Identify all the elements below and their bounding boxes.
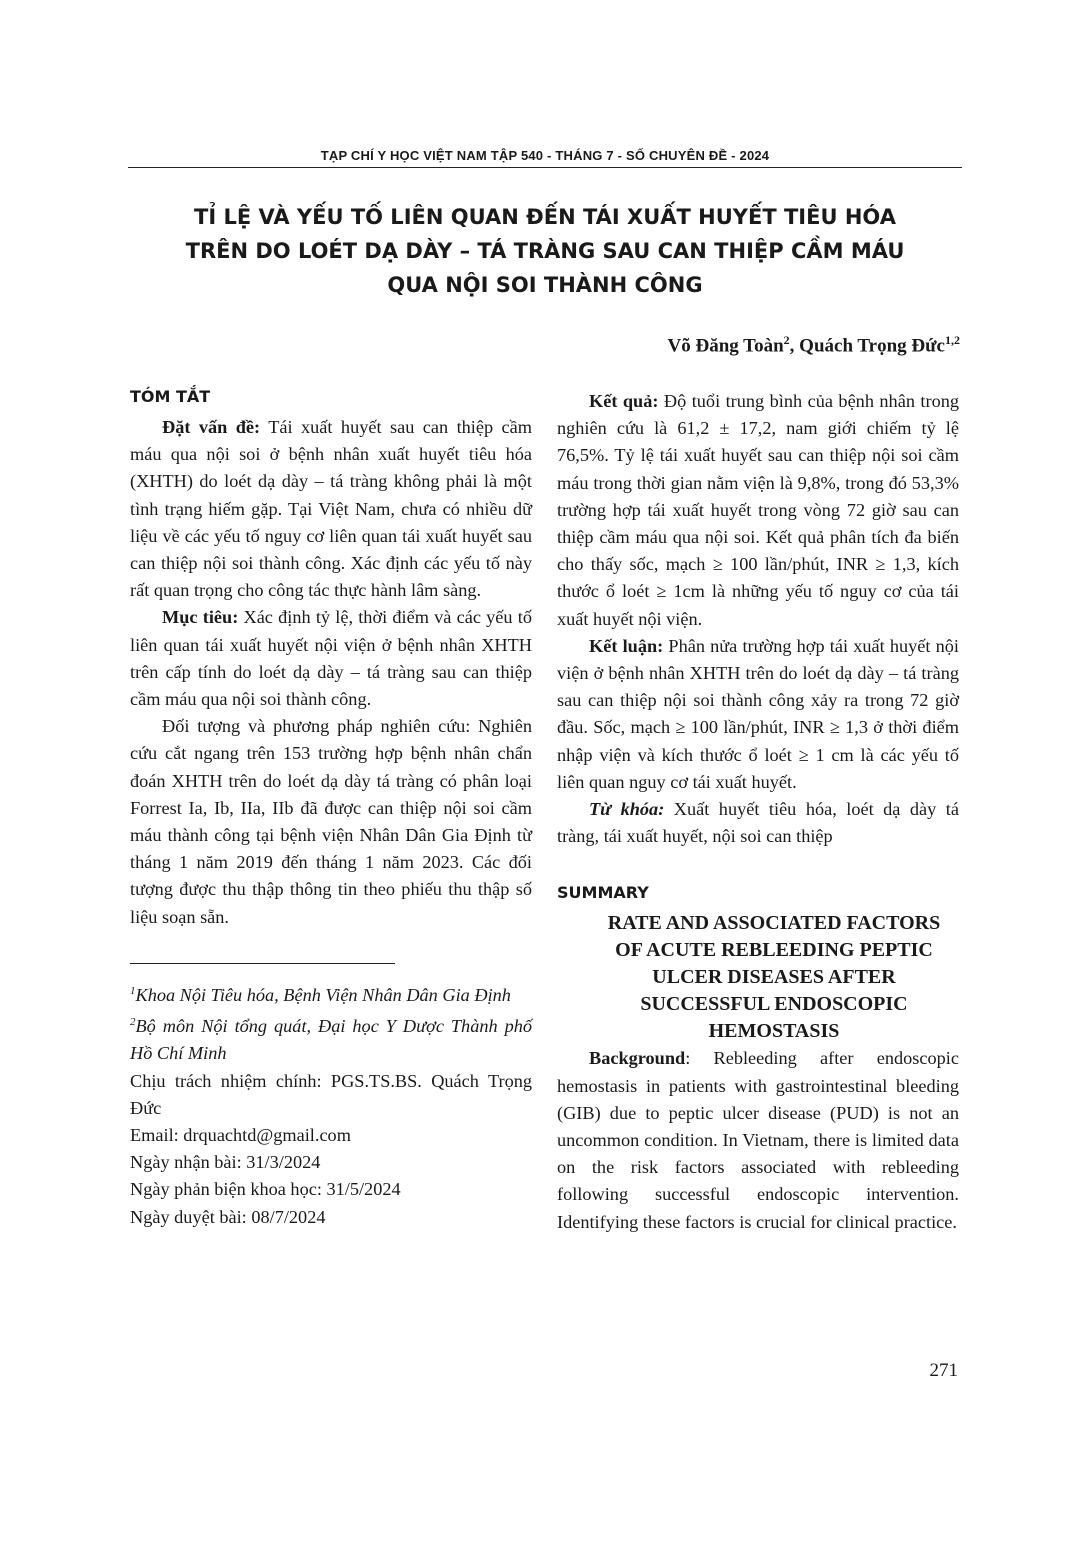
- results-text: Độ tuổi trung bình của bệnh nhân trong nghiên cứu là 61,2 ± 17,2, nam giới chiếm tỷ lệ 76,5%. Tỷ lệ tái xuất huyết sau can thiệp nội soi cầm máu trong thời gian nằm viện là 9,8%, trong đó 53,3% trường hợp tái xuất huyết trong vòng 72 giờ sau can thiệp cầm máu qua nội soi. Kết quả phân tích đa biến cho thấy sốc, mạch ≥ 100 lần/phút, INR ≥ 1,3, kích thước ổ loét ≥ 1cm là những yếu tố nguy cơ của tái xuất huyết nội viện.: [557, 391, 960, 629]
- article-title: [128, 200, 962, 302]
- journal-header: TẠP CHÍ Y HỌC VIỆT NAM TẬP 540 - THÁNG 7 - SỐ CHUYÊN ĐỀ - 2024: [320, 148, 770, 163]
- abstract-conclusion: [557, 633, 959, 796]
- conclusion-label: Kết luận:: [589, 635, 664, 656]
- objective-text: Xác định tỷ lệ, thời điểm và các yếu tố liên quan tái xuất huyết nội viện ở bệnh nhân XHTH trên cấp tính do loét dạ dày – tá tràng sau can thiệp cầm máu qua nội soi thành công.: [130, 607, 532, 710]
- summary-heading: SUMMARY: [557, 883, 649, 903]
- background-label: Đặt vấn đề:: [162, 417, 261, 437]
- results-label: Kết quả:: [589, 391, 659, 411]
- affiliation-2-text: Bộ môn Nội tổng quát, Đại học Y Dược Thành phố Hồ Chí Minh: [130, 1016, 532, 1064]
- background-text: Tái xuất huyết sau can thiệp cầm máu qua nội soi ở bệnh nhân xuất huyết tiêu hóa (XHTH) do loét dạ dày – tá tràng không phải là một tình trạng hiếm gặp. Tại Việt Nam, chưa có nhiều dữ liệu về các yếu tố nguy cơ liên quan tái xuất huyết sau can thiệp nội soi thành công. Xác định các yếu tố này rất quan trọng cho công tác thực hành lâm sàng.: [130, 417, 533, 601]
- english-title-line-1: RATE AND ASSOCIATED FACTORS: [607, 912, 941, 935]
- keywords-text: Xuất huyết tiêu hóa, loét dạ dày tá tràng, tái xuất huyết, nội soi can thiệp: [557, 799, 959, 847]
- author-1-affiliation: 2: [783, 333, 790, 347]
- author-line: [668, 333, 961, 357]
- title-line-2: TRÊN DO LOÉT DẠ DÀY – TÁ TRÀNG SAU CAN THIỆP CẦM MÁU: [185, 239, 905, 263]
- keywords-label: Từ khóa:: [589, 799, 665, 820]
- date-accepted: Ngày duyệt bài: 08/7/2024: [130, 1206, 326, 1227]
- left-column: [130, 386, 532, 1231]
- summary-background-text: : Rebleeding after endoscopic hemostasis in patients with gastrointestinal bleeding (GIB) due to peptic ulcer disease (PUD) is not an uncommon condition. In Vietnam, there is limited data on the risk factors associated with rebleeding following successful endoscopic intervention. Identifying these factors is crucial for clinical practice.: [557, 1048, 959, 1232]
- header-rule: [128, 167, 962, 168]
- english-title-line-2: OF ACUTE REBLEEDING PEPTIC: [615, 939, 933, 962]
- abstract-objective: [130, 604, 532, 713]
- affiliation-2-marker: 2: [130, 1016, 136, 1029]
- date-received: Ngày nhận bài: 31/3/2024: [130, 1152, 321, 1173]
- abstract-results: [557, 388, 959, 633]
- objective-label: Mục tiêu:: [162, 607, 239, 628]
- title-line-1: TỈ LỆ VÀ YẾU TỐ LIÊN QUAN ĐẾN TÁI XUẤT HUYẾT TIÊU HÓA: [194, 205, 896, 229]
- title-line-3: QUA NỘI SOI THÀNH CÔNG: [387, 273, 703, 297]
- english-title-line-5: HEMOSTASIS: [708, 1020, 840, 1043]
- conclusion-text: Phân nửa trường hợp tái xuất huyết nội viện ở bệnh nhân XHTH trên do loét dạ dày – tá tràng sau can thiệp nội soi thành công xảy ra trong 72 giờ đầu. Sốc, mạch ≥ 100 lần/phút, INR ≥ 1,3 ở thời điểm nhập viện và kích thước ổ loét ≥ 1 cm là các yếu tố liên quan nguy cơ tái xuất huyết.: [557, 635, 959, 792]
- summary-background-label: Background: [589, 1048, 686, 1069]
- author-separator: ,: [789, 335, 800, 357]
- abstract-background: [130, 414, 532, 604]
- page-number: 271: [929, 1360, 958, 1381]
- author-1-name: Võ Đăng Toàn: [667, 335, 784, 357]
- email: Email: drquachtd@gmail.com: [130, 1125, 351, 1146]
- right-column: [557, 388, 959, 1236]
- summary-background: [557, 1045, 959, 1235]
- author-2-affiliation: 1,2: [945, 333, 960, 347]
- date-reviewed: Ngày phản biện khoa học: 31/5/2024: [130, 1179, 401, 1200]
- english-title-line-4: SUCCESSFUL ENDOSCOPIC: [640, 993, 908, 1016]
- author-2-name: Quách Trọng Đức: [799, 335, 945, 357]
- abstract-keywords: [557, 796, 959, 850]
- affiliation-1: [130, 978, 532, 1009]
- abstract-heading: TÓM TẮT: [130, 387, 211, 406]
- corresponding-author: Chịu trách nhiệm chính: PGS.TS.BS. Quách Trọng Đức: [130, 1070, 532, 1118]
- abstract-methods: Đối tượng và phương pháp nghiên cứu: Nghiên cứu cắt ngang trên 153 trường hợp bệnh nhân chẩn đoán XHTH trên do loét dạ dày tá tràng có phân loại Forrest Ia, Ib, IIa, IIb đã được can thiệp nội soi cầm máu thành công tại bệnh viện Nhân Dân Gia Định từ tháng 1 năm 2019 đến tháng 1 năm 2023. Các đối tượng được thu thập thông tin theo phiếu thu thập số liệu soạn sẵn.: [130, 716, 532, 927]
- footnote-rule: [130, 963, 395, 964]
- english-title-line-3: ULCER DISEASES AFTER: [652, 966, 896, 989]
- affiliation-1-text: Khoa Nội Tiêu hóa, Bệnh Viện Nhân Dân Gia Định: [135, 984, 511, 1005]
- english-title: [557, 910, 959, 1045]
- footnotes: [130, 978, 532, 1231]
- affiliation-1-marker: 1: [130, 984, 136, 997]
- affiliation-2: [130, 1009, 532, 1068]
